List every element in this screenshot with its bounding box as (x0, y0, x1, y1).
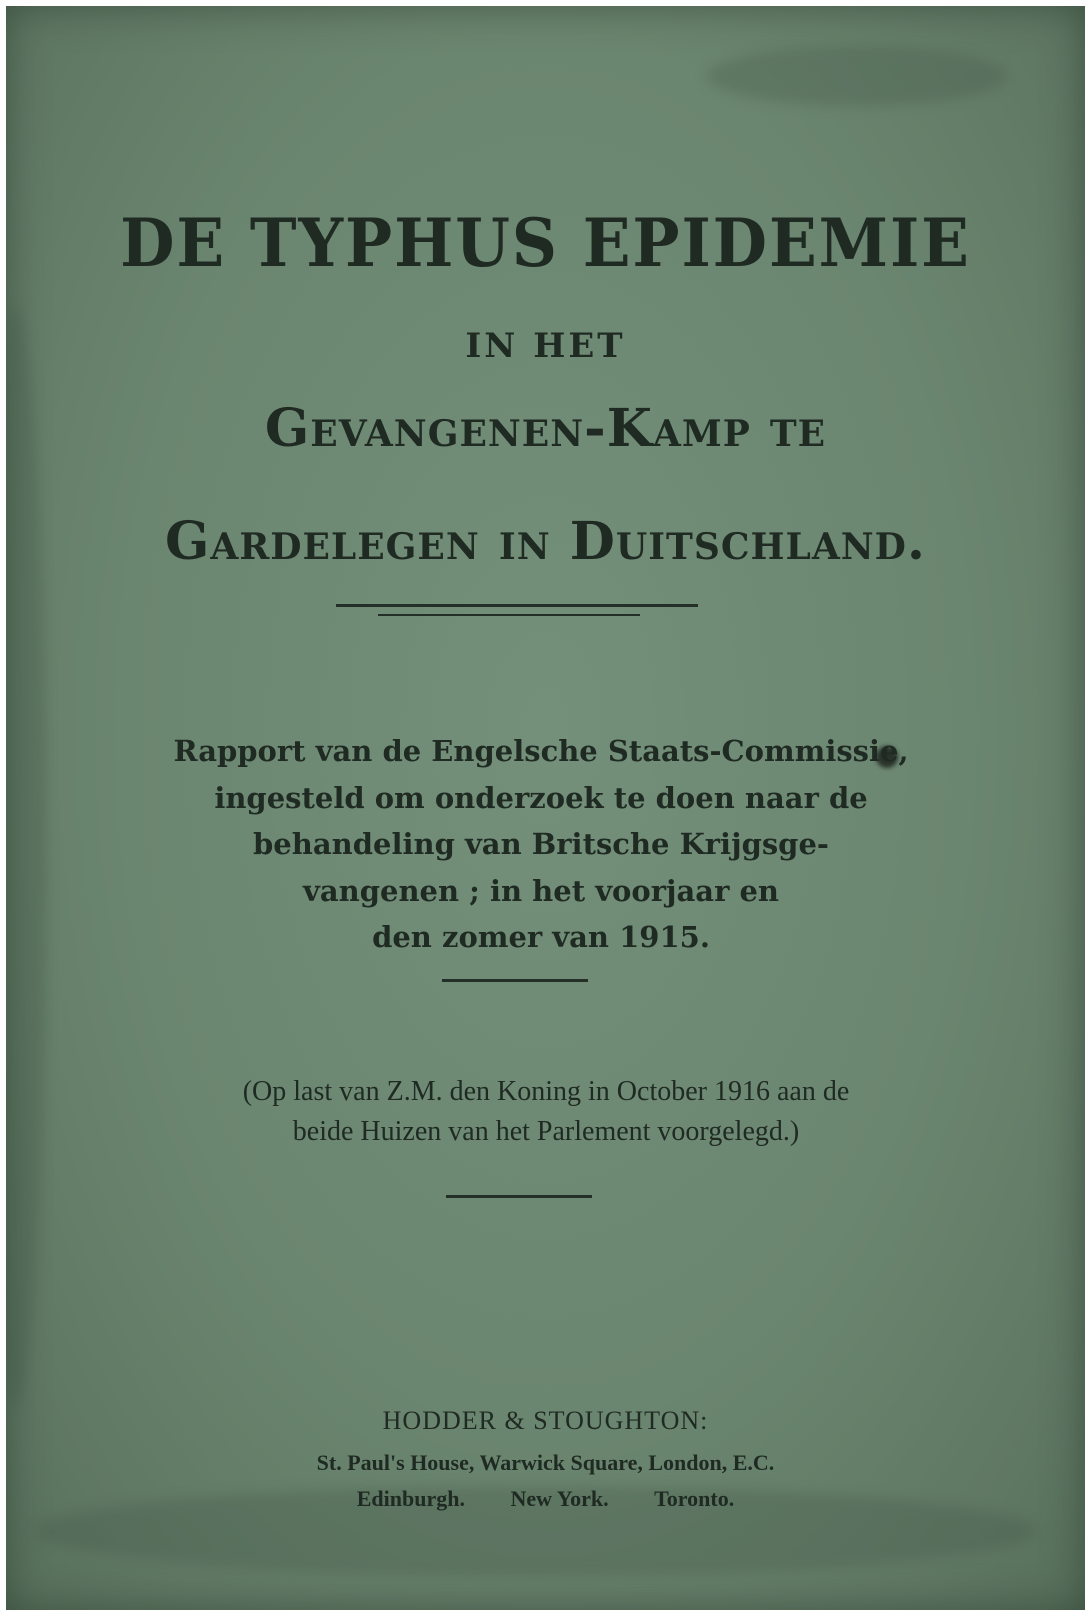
book-cover (6, 6, 1085, 1610)
publisher-name: HODDER & STOUGHTON: (382, 1406, 709, 1435)
publisher-address: St. Paul's House, Warwick Square, London, E.C. (316, 1450, 775, 1475)
publisher-city: New York. (510, 1486, 609, 1511)
divider-rule (446, 1195, 592, 1198)
title-line-1: DE TYPHUS EPIDEMIE (120, 204, 971, 282)
publisher-cities (6, 1486, 1085, 1512)
report-description-line: Rapport van de Engelsche Staats-Commissie, (173, 734, 909, 768)
paper-stain (6, 306, 46, 1406)
paper-stain (706, 46, 1006, 106)
title-line-3: Gevangenen-Kamp te (264, 398, 827, 459)
report-description-line: ingesteld om onderzoek te doen naar de (214, 780, 868, 815)
parliament-note-line: beide Huizen van het Parlement voorgelegd.) (292, 1116, 800, 1147)
report-description-line: vangenen ; in het voorjaar en (303, 873, 779, 908)
report-description (156, 728, 926, 961)
parliament-note (106, 1072, 986, 1152)
report-description-line: den zomer van 1915. (372, 920, 710, 954)
publisher-city: Toronto. (654, 1486, 735, 1511)
divider-rule (442, 979, 588, 982)
title-line-2: IN HET (465, 326, 626, 366)
report-description-line: behandeling van Britsche Krijgsge- (253, 827, 829, 861)
double-rule-bottom (378, 614, 640, 616)
publisher-city: Edinburgh. (356, 1486, 465, 1511)
parliament-note-line: (Op last van Z.M. den Koning in October 1916 aan de (242, 1076, 850, 1107)
title-line-4: Gardelegen in Duitschland. (165, 511, 926, 572)
double-rule-top (336, 604, 698, 607)
